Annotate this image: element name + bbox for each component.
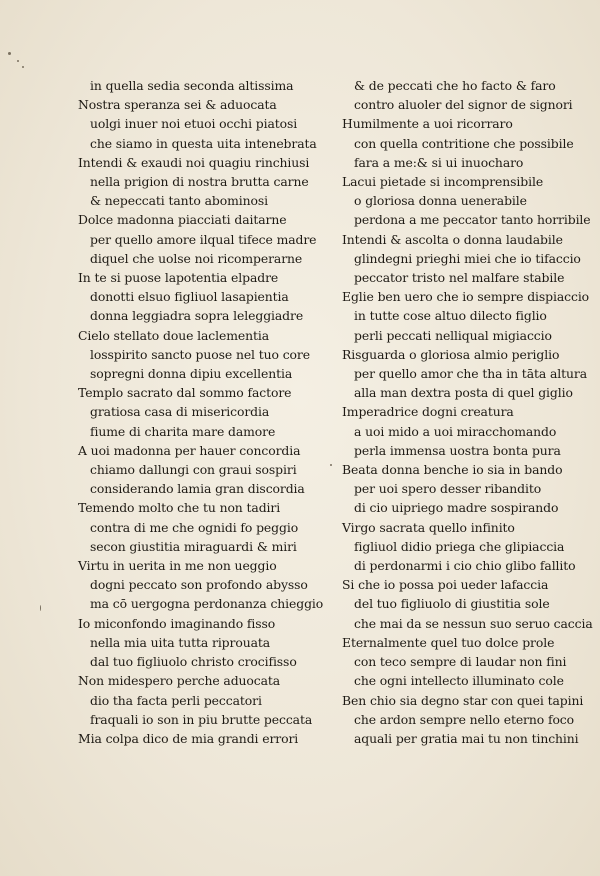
- verse-line: contro aluoler del signor de signori: [354, 97, 573, 113]
- verse-line: che siamo in questa uita intenebrata: [90, 135, 317, 151]
- verse-line: Io miconfondo imaginando fisso: [78, 615, 276, 631]
- verse-line: chiamo dallungi con graui sospiri: [90, 462, 297, 478]
- verse-line: in tutte cose altuo dilecto figlio: [354, 308, 547, 324]
- verse-line: dio tha facta perli peccatori: [90, 692, 262, 708]
- verse-line: donna leggiadra sopra leleggiadre: [90, 308, 304, 324]
- verse-line: dogni peccato son profondo abysso: [90, 577, 308, 593]
- verse-line: o gloriosa donna uenerabile: [354, 193, 527, 209]
- verse-line: alla man dextra posta di quel giglio: [354, 385, 573, 401]
- verse-line: Virtu in uerita in me non ueggio: [78, 558, 277, 574]
- verse-line: nella mia uita tutta riprouata: [90, 634, 271, 650]
- verse-line: nella prigion di nostra brutta carne: [90, 174, 309, 190]
- verse-line: Temendo molto che tu non tadiri: [78, 500, 281, 516]
- right-text-column: [342, 76, 594, 748]
- verse-line: a uoi mido a uoi miracchomando: [354, 423, 557, 439]
- ink-speck: [8, 52, 11, 55]
- verse-line: Si che io possa poi ueder lafaccia: [342, 577, 549, 593]
- ink-speck: [22, 66, 24, 68]
- verse-line: Imperadrice dogni creatura: [342, 404, 514, 420]
- verse-line: considerando lamia gran discordia: [90, 481, 305, 497]
- verse-line: Non midespero perche aduocata: [78, 673, 281, 689]
- verse-line: figliuol didio priega che glipiaccia: [354, 538, 565, 554]
- verse-line: Risguarda o gloriosa almio periglio: [342, 346, 560, 362]
- verse-line: diquel che uolse noi ricomperarne: [90, 250, 303, 266]
- verse-line: Cielo stellato doue laclementia: [78, 327, 270, 343]
- ink-speck: [17, 60, 19, 62]
- verse-line: dal tuo figliuolo christo crocifisso: [90, 654, 297, 670]
- verse-line: losspirito sancto puose nel tuo core: [90, 346, 310, 362]
- verse-line: Templo sacrato dal sommo factore: [78, 385, 292, 401]
- verse-line: & nepeccati tanto abominosi: [90, 193, 268, 209]
- verse-line: Lacui pietade si incomprensibile: [342, 174, 544, 190]
- verse-line: ma cō uergogna perdonanza chieggio: [90, 596, 324, 612]
- verse-line: Intendi & exaudi noi quagiu rinchiusi: [78, 154, 310, 170]
- verse-line: con teco sempre di laudar non fini: [354, 654, 567, 670]
- verse-line: uolgi inuer noi etuoi occhi piatosi: [90, 116, 298, 132]
- verse-line: Humilmente a uoi ricorraro: [342, 116, 513, 132]
- verse-line: fraquali io son in piu brutte peccata: [90, 711, 313, 727]
- verse-line: che ardon sempre nello eterno foco: [354, 711, 575, 727]
- verse-line: Ben chio sia degno star con quei tapini: [342, 692, 584, 708]
- verse-line: contra di me che ognidi fo peggio: [90, 519, 299, 535]
- verse-line: in quella sedia seconda altissima: [90, 78, 294, 93]
- verse-line: A uoi madonna per hauer concordia: [78, 442, 301, 458]
- verse-line: sopregni donna dipiu excellentia: [90, 366, 293, 382]
- verse-line: Mia colpa dico de mia grandi errori: [78, 730, 299, 746]
- verse-line: perla immensa uostra bonta pura: [354, 442, 561, 458]
- verse-line: Eternalmente quel tuo dolce prole: [342, 634, 555, 650]
- verse-line: perdona a me peccator tanto horribile: [354, 212, 591, 228]
- verse-line: fara a me:& si ui inuocharo: [354, 154, 524, 170]
- verse-line: peccator tristo nel malfare stabile: [354, 270, 565, 286]
- verse-line: di cio uipriego madre sospirando: [354, 500, 559, 516]
- verse-line: secon giustitia miraguardi & miri: [90, 538, 297, 554]
- verse-line: di perdonarmi i cio chio glibo fallito: [354, 558, 576, 574]
- verse-line: In te si puose lapotentia elpadre: [78, 270, 279, 286]
- verse-line: Dolce madonna piacciati daitarne: [78, 212, 287, 228]
- verse-line: Beata donna benche io sia in bando: [342, 462, 563, 478]
- verse-line: per quello amore ilqual tifece madre: [90, 231, 317, 247]
- verse-line: gratiosa casa di misericordia: [90, 404, 270, 420]
- verse-line: Virgo sacrata quello infinito: [342, 519, 515, 535]
- verse-line: che ogni intellecto illuminato cole: [354, 673, 564, 689]
- verse-line: Nostra speranza sei & aduocata: [78, 97, 277, 113]
- verse-line: Intendi & ascolta o donna laudabile: [342, 231, 563, 247]
- verse-line: aquali per gratia mai tu non tinchini: [354, 730, 579, 746]
- left-text-column: [78, 76, 336, 748]
- verse-line: fiume di charita mare damore: [90, 423, 276, 439]
- ink-speck: [40, 605, 41, 611]
- verse-line: Eglie ben uero che io sempre dispiaccio: [342, 289, 590, 305]
- verse-line: con quella contritione che possibile: [354, 135, 574, 151]
- verse-line: & de peccati che ho facto & faro: [354, 78, 556, 93]
- verse-line: che mai da se nessun suo seruo caccia: [354, 615, 593, 631]
- verse-line: per uoi spero desser ribandito: [354, 481, 542, 497]
- verse-line: donotti elsuo figliuol lasapientia: [90, 289, 289, 305]
- verse-line: glindegni prieghi miei che io tifaccio: [354, 250, 581, 266]
- verse-line: del tuo figliuolo di giustitia sole: [354, 596, 550, 612]
- verse-line: per quello amor che tha in tāta altura: [354, 366, 588, 382]
- verse-line: perli peccati nelliqual migiaccio: [354, 327, 552, 343]
